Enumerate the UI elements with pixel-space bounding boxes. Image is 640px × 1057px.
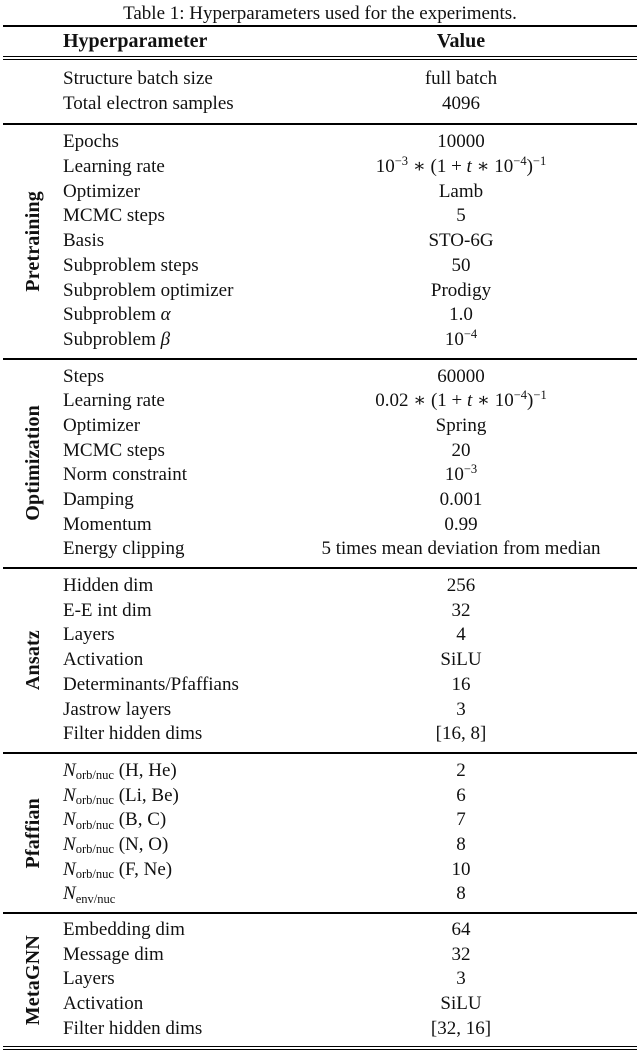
table-row (63, 808, 637, 833)
value-cell: 3 (456, 968, 466, 990)
table-section (3, 360, 637, 568)
table-row (63, 130, 637, 155)
table-row (63, 155, 637, 180)
value-cell: 20 (451, 439, 471, 461)
table-row (63, 67, 637, 92)
value-cell: STO-6G (428, 230, 494, 252)
table-row (63, 204, 637, 229)
param-cell: Layers (63, 624, 115, 646)
value-cell: 2 (456, 759, 466, 781)
value-cell: 0.02 ∗ (1 + t ∗ $10^{-4})^{-1}$ (375, 388, 547, 412)
table-row (63, 784, 637, 809)
column-header-value: Value (436, 30, 486, 52)
param-cell: Momentum (63, 513, 152, 535)
section-label (3, 60, 63, 123)
table-row (63, 623, 637, 648)
param-cell: Damping (63, 489, 134, 510)
table-row (63, 574, 637, 599)
table-section (3, 914, 637, 1046)
table-row (63, 488, 637, 513)
param-cell: Learning rate (63, 390, 165, 412)
value-cell: 64 (451, 919, 471, 940)
value-cell: SiLU (440, 993, 482, 1015)
table-row (63, 303, 637, 328)
section-rows (63, 125, 637, 357)
value-cell: 10 (451, 858, 471, 880)
param-cell: Message dim (63, 943, 164, 965)
table-section (3, 60, 637, 123)
param-cell: Basis (63, 230, 105, 252)
bottom-rule (3, 1046, 637, 1050)
table-row (63, 943, 637, 968)
param-cell: Embedding dim (63, 919, 185, 940)
section-label (3, 754, 63, 912)
table-row (63, 254, 637, 279)
value-cell: 5 times mean deviation from median (321, 538, 601, 560)
param-cell: Hidden dim (63, 575, 154, 597)
section-label-text: Optimization (21, 405, 44, 522)
value-cell: 0.99 (444, 513, 478, 535)
table-row (63, 992, 637, 1017)
value-cell: [16, 8] (435, 723, 487, 745)
value-cell: Prodigy (430, 279, 492, 301)
param-cell: Layers (63, 968, 115, 990)
param-cell: Optimizer (63, 180, 141, 202)
value-cell: 32 (451, 599, 471, 621)
table-row (63, 1017, 637, 1042)
table-row (63, 722, 637, 747)
param-cell: Activation (63, 993, 144, 1015)
param-cell: $N_{orb/nuc}$ (H, He) (63, 759, 177, 783)
table-row (63, 648, 637, 673)
table-row (63, 279, 637, 304)
table-section (3, 754, 637, 912)
param-cell: Structure batch size (63, 68, 213, 89)
param-cell: $N_{env/nuc}$ (63, 883, 116, 906)
value-cell: 0.001 (439, 489, 483, 510)
table-row (63, 698, 637, 723)
param-cell: Filter hidden dims (63, 723, 203, 745)
value-cell: $10^{-3}$ (444, 462, 478, 486)
table-row (63, 229, 637, 254)
table-row (63, 967, 637, 992)
param-cell: Jastrow layers (63, 698, 172, 720)
section-label (3, 360, 63, 568)
param-cell: Norm constraint (63, 464, 188, 486)
param-cell: $N_{orb/nuc}$ (F, Ne) (63, 858, 173, 882)
value-cell: 4096 (442, 92, 480, 114)
section-label (3, 125, 63, 357)
section-rows (63, 360, 637, 568)
section-label (3, 914, 63, 1046)
table-row (63, 180, 637, 205)
value-cell: 4 (456, 624, 466, 646)
param-cell: $N_{orb/nuc}$ (B, C) (63, 809, 167, 832)
value-cell: full batch (424, 68, 498, 89)
value-cell: $10^{-4}$ (444, 326, 478, 350)
section-label-text: Pfaffian (21, 797, 44, 869)
value-cell: 8 (456, 833, 466, 855)
value-cell: Lamb (438, 180, 484, 202)
value-cell: SiLU (440, 649, 482, 671)
table-section (3, 569, 637, 752)
table-row (63, 414, 637, 439)
param-cell: Subproblem α (63, 304, 171, 326)
section-label-text: Ansatz (21, 630, 44, 691)
table-section (3, 125, 637, 357)
param-cell: Subproblem steps (63, 254, 199, 276)
param-cell: Energy clipping (63, 538, 185, 560)
section-rows (63, 569, 637, 752)
value-cell: 16 (451, 673, 471, 695)
param-cell: Learning rate (63, 156, 165, 178)
value-cell: 1.0 (449, 304, 473, 326)
table-row (63, 537, 637, 562)
table-caption: Table 1: Hyperparameters used for the experiments. (123, 3, 517, 24)
table-row (63, 858, 637, 883)
value-cell: [32, 16] (430, 1017, 492, 1039)
table-row (63, 882, 637, 907)
section-label-text: MetaGNN (21, 935, 44, 1026)
table-row (63, 833, 637, 858)
table-row (63, 365, 637, 390)
table-row (63, 513, 637, 538)
value-cell: 10000 (437, 131, 485, 153)
table-row (63, 918, 637, 943)
param-cell: Epochs (63, 131, 119, 153)
table-row (63, 439, 637, 464)
value-cell: 8 (456, 883, 466, 905)
table-row (63, 389, 637, 414)
value-cell: $10^{-3}$ ∗ (1 + t ∗ $10^{-4})^{-1}$ (375, 154, 547, 178)
value-cell: 7 (456, 809, 466, 831)
param-cell: $N_{orb/nuc}$ (Li, Be) (63, 784, 179, 808)
param-cell: MCMC steps (63, 439, 165, 461)
section-rows (63, 914, 637, 1046)
value-cell: 256 (446, 575, 476, 597)
section-rows (63, 754, 637, 912)
table-row (63, 759, 637, 784)
value-cell: 5 (456, 205, 466, 227)
table-row (63, 463, 637, 488)
param-cell: E-E int dim (63, 599, 152, 621)
param-cell: Subproblem optimizer (63, 279, 234, 301)
hyperparameters-table (3, 25, 637, 1050)
value-cell: 3 (456, 698, 466, 720)
value-cell: 6 (456, 784, 466, 806)
section-rows (63, 60, 637, 123)
param-cell: $N_{orb/nuc}$ (N, O) (63, 833, 169, 857)
param-cell: MCMC steps (63, 205, 165, 227)
table-row (63, 92, 637, 117)
param-cell: Activation (63, 649, 144, 671)
param-cell: Optimizer (63, 414, 141, 436)
table-row (63, 599, 637, 624)
table-header-row (3, 27, 637, 56)
value-cell: 32 (451, 943, 471, 965)
param-cell: Steps (63, 365, 105, 387)
section-label (3, 569, 63, 752)
table-row (63, 673, 637, 698)
value-cell: Spring (435, 414, 487, 436)
param-cell: Total electron samples (63, 92, 234, 114)
table-row (63, 328, 637, 353)
section-label-text: Pretraining (21, 191, 44, 292)
table-body (3, 60, 637, 1046)
column-header-hyperparameter: Hyperparameter (63, 30, 208, 52)
value-cell: 60000 (437, 365, 485, 387)
param-cell: Filter hidden dims (63, 1017, 203, 1039)
param-cell: Determinants/Pfaffians (63, 673, 239, 695)
value-cell: 50 (451, 254, 471, 276)
param-cell: Subproblem β (63, 328, 171, 350)
